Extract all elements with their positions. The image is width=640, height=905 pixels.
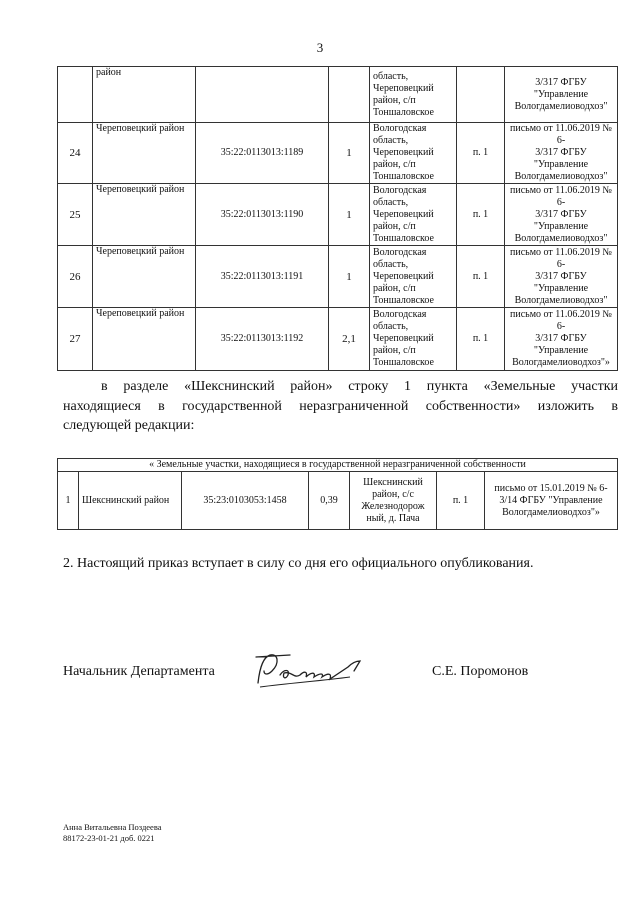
cell-area: 1 [329, 246, 370, 308]
location-line: Тоншаловское [373, 171, 434, 182]
executor-phone: 88172-23-01-21 доб. 0221 [63, 833, 155, 843]
cell-district: Шекснинский район [79, 472, 182, 530]
cell-letter [505, 123, 618, 184]
location-line: район, с/п [373, 345, 416, 356]
replacement-table-header-row [58, 459, 618, 472]
replacement-table-header: « Земельные участки, находящиеся в государственной неразграниченной собственности [58, 459, 618, 472]
cell-num: 24 [58, 123, 93, 184]
letter-line: Вологдамелиоводхоз" [514, 171, 608, 182]
paragraph-line-3: следующей редакции: [63, 418, 195, 433]
location-line: область, [373, 70, 409, 82]
cell-letter [505, 67, 618, 123]
cell-location [370, 184, 457, 246]
location-line: Тоншаловское [373, 294, 434, 306]
letter-line: 3/317 ФГБУ "Управление [533, 333, 589, 356]
letter-line: письмо от 15.01.2019 № 6- [494, 482, 608, 494]
location-line: Железнодорож [361, 500, 425, 512]
cell-area: 1 [329, 123, 370, 184]
cell-area: 2,1 [329, 308, 370, 371]
letter-line: Вологдамелиоводхоз" [514, 232, 608, 244]
cell-cadastral: 35:22:0113013:1192 [196, 308, 329, 371]
location-line: область, [373, 258, 409, 270]
handwritten-signature [250, 645, 370, 695]
table-row [58, 184, 618, 246]
location-line: Тоншаловское [373, 106, 434, 118]
location-line: Череповецкий [373, 208, 434, 220]
letter-line: письмо от 11.06.2019 № 6- [510, 123, 612, 146]
replacement-table-row [58, 472, 618, 530]
letter-line: Вологдамелиоводхоз" [514, 100, 608, 112]
table-row [58, 123, 618, 184]
signer-name: С.Е. Поромонов [432, 664, 529, 679]
cell-cadastral: 35:22:0113013:1189 [196, 123, 329, 184]
cell-cadastral: 35:22:0113013:1191 [196, 246, 329, 308]
cell-point: п. 1 [457, 123, 505, 184]
letter-line: 3/14 ФГБУ "Управление [499, 494, 603, 506]
location-line: область, [373, 135, 409, 146]
letter-line: 3/317 ФГБУ "Управление [533, 270, 589, 294]
location-line: Череповецкий [373, 82, 434, 94]
location-line: Тоншаловское [373, 232, 434, 244]
letter-line: 3/317 ФГБУ "Управление [533, 76, 589, 100]
location-line: район, с/п [373, 159, 416, 170]
cell-point [457, 67, 505, 123]
cell-location [370, 123, 457, 184]
paragraph-line-2: находящиеся в государственной неразграниченной собственности» изложить в [63, 398, 618, 414]
cell-district: Череповецкий район [93, 246, 196, 308]
location-line: область, [373, 196, 409, 208]
executor-name: Анна Витальевна Поздеева [63, 822, 162, 832]
replacement-table [57, 458, 618, 530]
location-line: Шекснинский [363, 476, 423, 488]
cell-point: п. 1 [437, 472, 485, 530]
cell-cadastral: 35:23:0103053:1458 [182, 472, 309, 530]
cell-location [370, 246, 457, 308]
table-row [58, 308, 618, 371]
land-plots-table [57, 66, 618, 371]
location-line: Вологодская [373, 309, 427, 320]
table-row [58, 246, 618, 308]
cell-district: Череповецкий район [93, 184, 196, 246]
cell-letter [505, 246, 618, 308]
cell-district: Череповецкий район [93, 123, 196, 184]
cell-letter [505, 308, 618, 371]
paragraph-line-1: в разделе «Шекснинский район» строку 1 пункта «Земельные участки [101, 379, 618, 394]
letter-line: Вологдамелиоводхоз"» [512, 357, 610, 368]
cell-point: п. 1 [457, 308, 505, 371]
location-line: Тоншаловское [373, 357, 434, 368]
cell-area [329, 67, 370, 123]
table-row [58, 67, 618, 123]
page-number: 3 [316, 40, 324, 55]
cell-point: п. 1 [457, 184, 505, 246]
location-line: Череповецкий [373, 333, 434, 344]
location-line: район, с/с [372, 488, 414, 500]
cell-letter [485, 472, 618, 530]
cell-num [58, 67, 93, 123]
location-line: район, с/п [373, 282, 416, 294]
cell-num: 27 [58, 308, 93, 371]
cell-letter [505, 184, 618, 246]
cell-point: п. 1 [457, 246, 505, 308]
letter-line: 3/317 ФГБУ "Управление [533, 147, 589, 170]
cell-cadastral: 35:22:0113013:1190 [196, 184, 329, 246]
location-line: район, с/п [373, 94, 416, 106]
location-line: ный, д. Пача [366, 512, 420, 524]
amendment-paragraph [63, 377, 618, 436]
cell-num: 1 [58, 472, 79, 530]
letter-line: письмо от 11.06.2019 № 6- [510, 309, 612, 332]
cell-location [370, 67, 457, 123]
letter-line: письмо от 11.06.2019 № 6- [510, 246, 612, 270]
order-effective-text: 2. Настоящий приказ вступает в силу со дня его официального опубликования. [63, 556, 534, 571]
cell-district: район [93, 67, 196, 123]
cell-district: Череповецкий район [93, 308, 196, 371]
cell-num: 25 [58, 184, 93, 246]
cell-location [370, 308, 457, 371]
location-line: район, с/п [373, 220, 416, 232]
cell-area: 0,39 [309, 472, 350, 530]
cell-area: 1 [329, 184, 370, 246]
signer-position: Начальник Департамента [63, 664, 215, 679]
letter-line: Вологдамелиоводхоз" [514, 294, 608, 306]
location-line: Вологодская [373, 246, 427, 258]
location-line: Вологодская [373, 184, 427, 196]
letter-line: Вологдамелиоводхоз"» [502, 506, 600, 518]
letter-line: 3/317 ФГБУ "Управление [533, 208, 589, 232]
location-line: Череповецкий [373, 270, 434, 282]
cell-location [350, 472, 437, 530]
location-line: Вологодская [373, 123, 427, 134]
letter-line: письмо от 11.06.2019 № 6- [510, 184, 612, 208]
cell-cadastral [196, 67, 329, 123]
location-line: область, [373, 321, 409, 332]
executor-contact [63, 822, 162, 844]
cell-num: 26 [58, 246, 93, 308]
location-line: Череповецкий [373, 147, 434, 158]
